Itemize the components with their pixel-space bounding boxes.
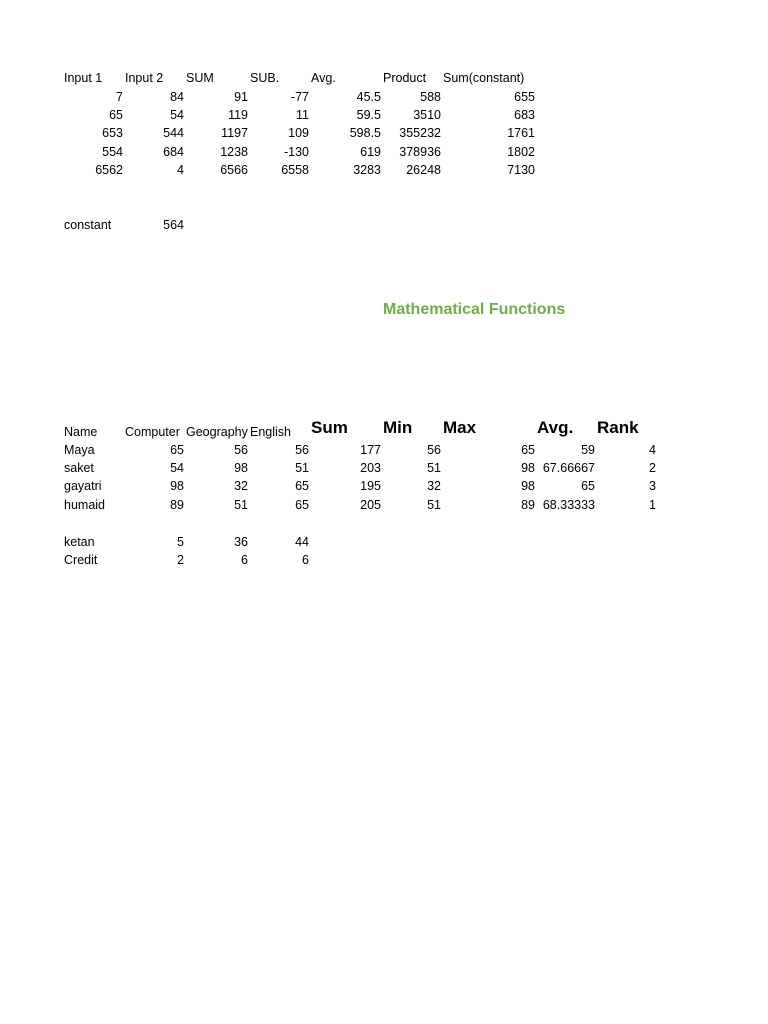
table-cell: 6	[241, 553, 248, 567]
table-cell: 98	[521, 479, 535, 493]
constant-value: 564	[163, 218, 184, 232]
t1-header-sub: SUB.	[250, 71, 280, 85]
table-cell: 1197	[221, 126, 248, 140]
table-cell: 2	[177, 553, 184, 567]
table-cell: Credit	[64, 553, 98, 567]
table-cell: 51	[427, 498, 441, 512]
table-cell: 1	[649, 498, 656, 512]
table-cell: 5	[177, 535, 184, 549]
t2-header-sum: Sum	[311, 418, 348, 437]
t2-header-avg: Avg.	[537, 418, 574, 437]
table-cell: 3510	[413, 108, 441, 122]
t2-header-name: Name	[64, 425, 98, 439]
table-cell: 65	[295, 479, 309, 493]
table-cell: 36	[234, 535, 248, 549]
table-cell: 89	[170, 498, 184, 512]
table-cell: 54	[170, 461, 184, 475]
table-cell: 26248	[406, 163, 441, 177]
table-cell: 45.5	[356, 90, 381, 104]
table-cell: 98	[521, 461, 535, 475]
table-cell: 56	[234, 443, 248, 457]
table-cell: 203	[360, 461, 381, 475]
table-cell: 32	[234, 479, 248, 493]
t1-header-sumconstant: Sum(constant)	[443, 71, 525, 85]
table-cell: 98	[170, 479, 184, 493]
table-cell: 544	[163, 126, 184, 140]
table-cell: 56	[427, 443, 441, 457]
t1-header-input1: Input 1	[64, 71, 103, 85]
table-cell: 619	[360, 145, 381, 159]
table-cell: 683	[514, 108, 535, 122]
table-cell: Maya	[64, 443, 95, 457]
table-cell: 355232	[399, 126, 441, 140]
table-cell: saket	[64, 461, 94, 475]
t2-header-max: Max	[443, 418, 477, 437]
table-cell: 4	[177, 163, 184, 177]
t1-header-sum: SUM	[186, 71, 214, 85]
table-cell: 1761	[507, 126, 535, 140]
table-cell: 177	[360, 443, 381, 457]
table-cell: 51	[234, 498, 248, 512]
t1-header-avg: Avg.	[311, 71, 336, 85]
t1-header-input2: Input 2	[125, 71, 164, 85]
table-cell: 1802	[507, 145, 535, 159]
table-cell: 65	[295, 498, 309, 512]
table-cell: 655	[514, 90, 535, 104]
t2-header-rank: Rank	[597, 418, 639, 437]
table-cell: -77	[290, 90, 309, 104]
table-cell: 653	[102, 126, 123, 140]
table-cell: 32	[427, 479, 441, 493]
page-title: Mathematical Functions	[383, 301, 566, 318]
table-cell: gayatri	[64, 479, 102, 493]
table-cell: 56	[295, 443, 309, 457]
constant-label: constant	[64, 218, 112, 232]
table-cell: 65	[521, 443, 535, 457]
table-cell: 65	[109, 108, 123, 122]
table-cell: humaid	[64, 498, 105, 512]
t2-header-english: English	[250, 425, 291, 439]
table-cell: 59.5	[356, 108, 381, 122]
table-cell: 4	[649, 443, 656, 457]
table-cell: 684	[163, 145, 184, 159]
table-cell: 11	[296, 108, 309, 122]
table-cell: 51	[427, 461, 441, 475]
table-cell: -130	[283, 145, 309, 159]
table-cell: 6566	[220, 163, 248, 177]
table-cell: 7	[116, 90, 123, 104]
table-cell: 84	[170, 90, 184, 104]
t2-header-min: Min	[383, 418, 413, 437]
table-cell: 91	[234, 90, 248, 104]
table-cell: 6558	[281, 163, 309, 177]
table-cell: 65	[581, 479, 595, 493]
table-cell: 6	[302, 553, 309, 567]
table-cell: 554	[102, 145, 123, 159]
table-cell: 6562	[95, 163, 123, 177]
table-cell: 119	[228, 108, 248, 122]
table-cell: 67.66667	[542, 461, 595, 475]
t1-header-product: Product	[383, 71, 427, 85]
table-cell: 598.5	[349, 126, 381, 140]
table-cell: 89	[521, 498, 535, 512]
table-cell: 68.33333	[542, 498, 595, 512]
t2-header-computer: Computer	[125, 425, 180, 439]
table-cell: 195	[360, 479, 381, 493]
table-cell: 7130	[507, 163, 535, 177]
table-cell: 54	[170, 108, 184, 122]
table-cell: ketan	[64, 535, 95, 549]
table-cell: 3	[649, 479, 656, 493]
table-cell: 2	[649, 461, 656, 475]
t2-header-geography: Geography	[186, 425, 248, 439]
table-cell: 44	[295, 535, 309, 549]
table-cell: 378936	[399, 145, 441, 159]
table-cell: 51	[295, 461, 309, 475]
table-cell: 1238	[220, 145, 248, 159]
table-cell: 3283	[353, 163, 381, 177]
table-cell: 65	[170, 443, 184, 457]
table-cell: 109	[288, 126, 309, 140]
table-cell: 588	[420, 90, 441, 104]
table-cell: 98	[234, 461, 248, 475]
table-cell: 205	[360, 498, 381, 512]
table-cell: 59	[581, 443, 595, 457]
